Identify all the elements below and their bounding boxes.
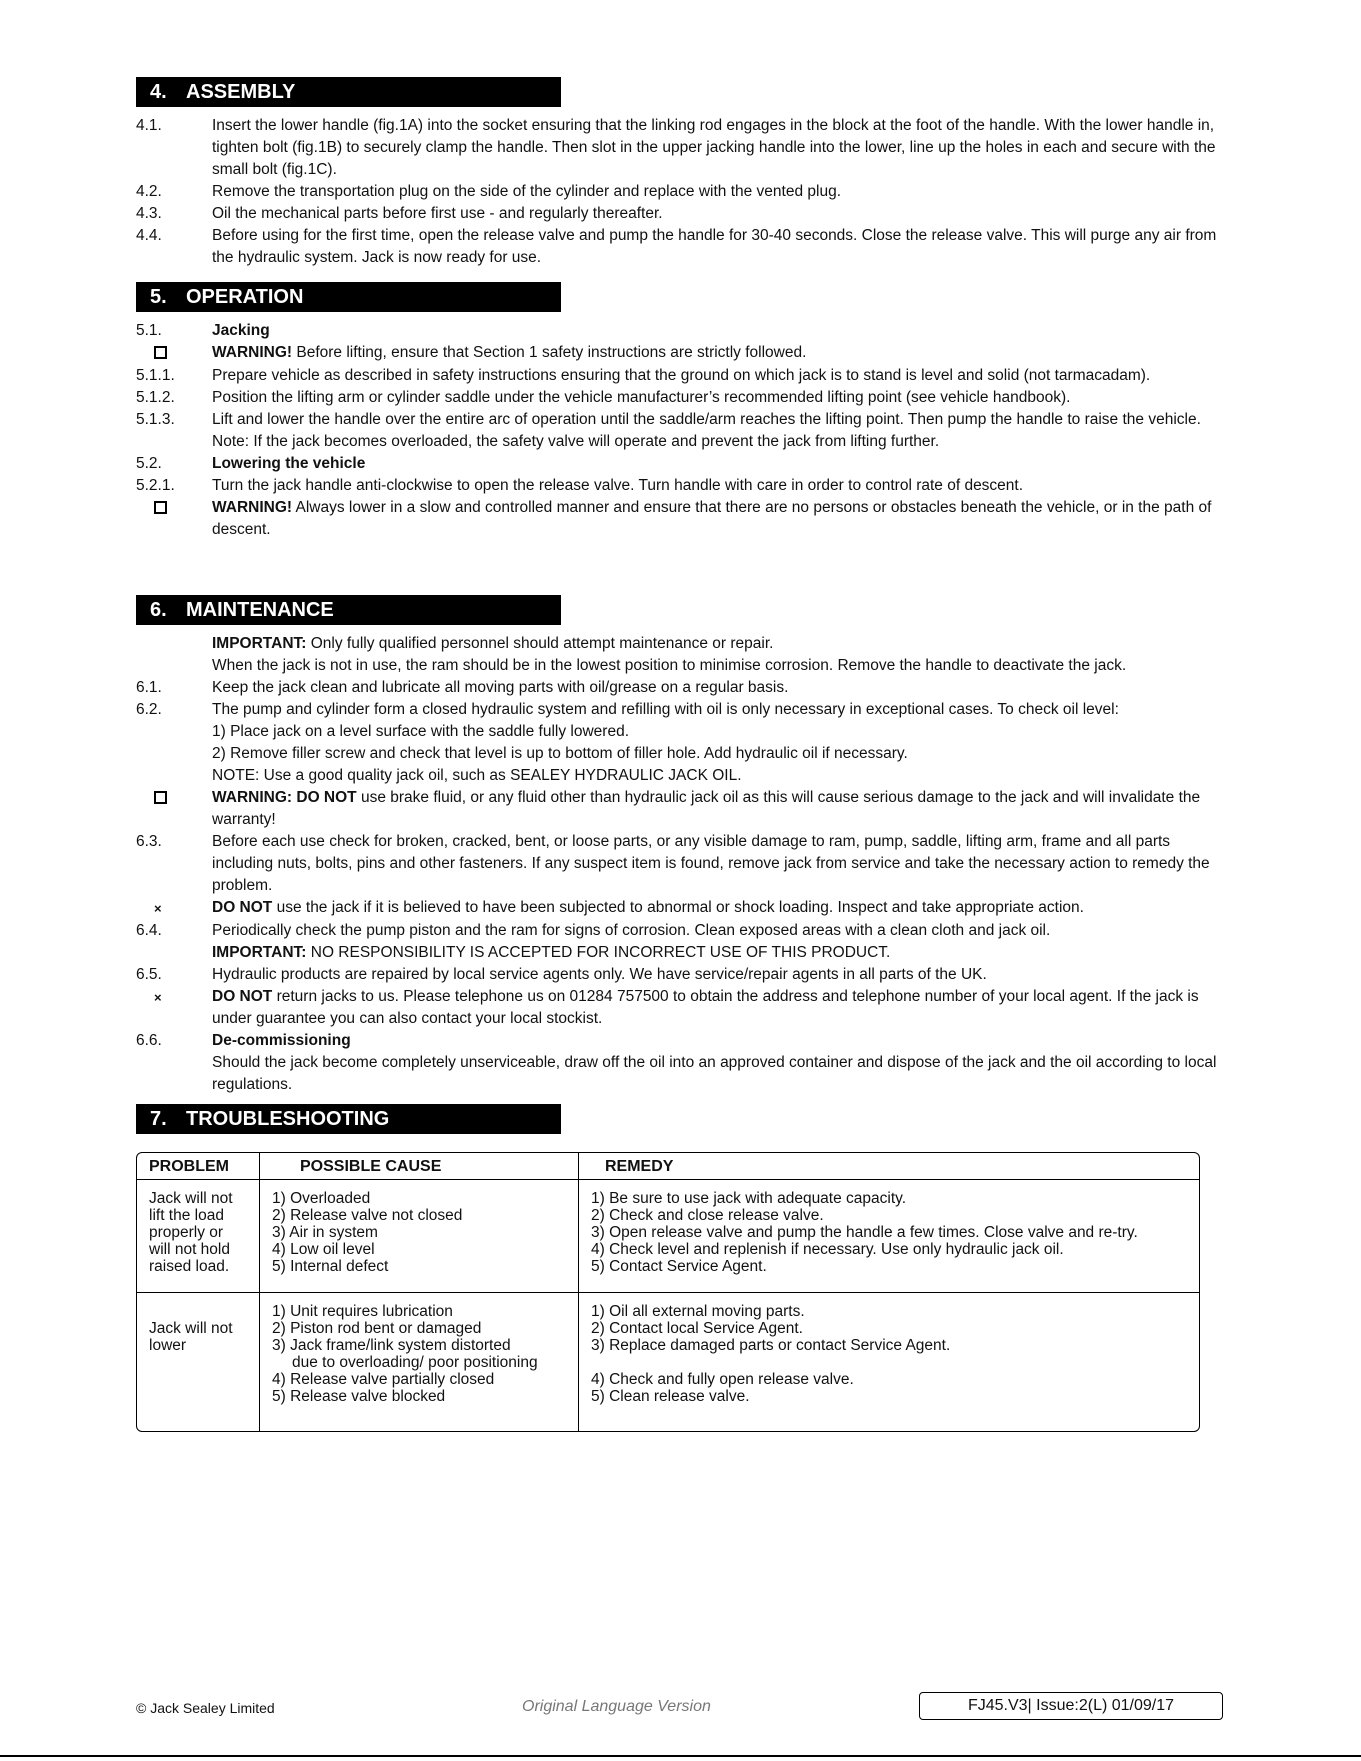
note-text: Note: If the jack becomes overloaded, the safety valve will operate and prevent the jack from lifting further.	[212, 433, 940, 450]
cell-line: lift the load	[149, 1207, 224, 1224]
subheading: De-commissioning	[212, 1032, 351, 1049]
warning-item	[136, 497, 1226, 541]
cell-line: 2) Contact local Service Agent.	[591, 1320, 803, 1337]
warning-label: WARNING!	[212, 499, 293, 516]
language-version-text: Original Language Version	[522, 1698, 711, 1715]
cell-line: 5) Release valve blocked	[272, 1388, 446, 1405]
warning-item	[136, 787, 1226, 831]
list-item	[136, 920, 1226, 942]
page-footer	[136, 1692, 1226, 1722]
item-text: Oil the mechanical parts before first use - and regularly thereafter.	[212, 205, 663, 222]
cell-line: 3) Jack frame/link system distorted	[272, 1337, 511, 1354]
item-text: Periodically check the pump piston and the ram for signs of corrosion. Clean exposed areas with a clean cloth and jack oil.	[212, 922, 1051, 939]
warning-text: Before lifting, ensure that Section 1 safety instructions are strictly followed.	[292, 344, 807, 361]
subheading: Lowering the vehicle	[212, 455, 366, 472]
section-number: 6.	[150, 599, 167, 621]
list-item	[136, 225, 1226, 269]
list-item	[136, 475, 1226, 497]
cell-line: 1) Overloaded	[272, 1190, 371, 1207]
section-maintenance	[136, 595, 1226, 1096]
remedy-cell	[578, 1180, 1199, 1293]
important-label: IMPORTANT:	[212, 635, 307, 652]
cell-line: Jack will not	[149, 1190, 233, 1207]
item-text: Before each use check for broken, cracked, bent, or loose parts, or any visible damage to ram, pump, saddle, lifting arm, frame and all parts including nuts, bolts, pins and other fasteners. If any suspect item is found, remove jack from service and take the necessary action to remedy the problem.	[212, 833, 1210, 894]
step-item	[136, 743, 1226, 765]
note-text: Should the jack become completely unserviceable, draw off the oil into an approved container and dispose of the jack and the oil according to local regulations.	[212, 1054, 1217, 1093]
table-header-row	[137, 1153, 1199, 1180]
column-header-remedy: REMEDY	[578, 1153, 1199, 1180]
column-header-problem: PROBLEM	[137, 1153, 259, 1180]
cell-line: 4) Check and fully open release valve.	[591, 1371, 854, 1388]
problem-cell	[137, 1180, 259, 1293]
checkbox-bullet-icon	[154, 791, 167, 804]
item-number: 4.4.	[136, 227, 162, 244]
cell-line: Jack will not	[149, 1320, 233, 1337]
list-item	[136, 365, 1226, 387]
note-text: NOTE: Use a good quality jack oil, such as SEALEY HYDRAULIC JACK OIL.	[212, 767, 742, 784]
troubleshooting-table	[136, 1152, 1200, 1432]
checkbox-bullet-icon	[154, 346, 167, 359]
cross-bullet-icon: ×	[154, 901, 162, 916]
list-item	[136, 831, 1226, 897]
item-number: 5.1.	[136, 322, 162, 339]
warning-item	[136, 342, 1226, 365]
item-number: 4.3.	[136, 205, 162, 222]
note-item	[136, 431, 1226, 453]
section-number: 5.	[150, 286, 167, 308]
cell-line: 5) Contact Service Agent.	[591, 1258, 767, 1275]
item-text: Position the lifting arm or cylinder saddle under the vehicle manufacturer’s recommended lifting point (see vehicle handbook).	[212, 389, 1071, 406]
cell-line: 2) Release valve not closed	[272, 1207, 463, 1224]
item-number: 6.3.	[136, 833, 162, 850]
item-number: 5.1.3.	[136, 411, 175, 428]
cell-line: 1) Oil all external moving parts.	[591, 1303, 805, 1320]
section-header	[136, 595, 561, 625]
cell-line: will not hold	[149, 1241, 230, 1258]
cell-line: 5) Clean release valve.	[591, 1388, 750, 1405]
section-operation	[136, 282, 1226, 541]
cell-line: 5) Internal defect	[272, 1258, 389, 1275]
donot-text: return jacks to us. Please telephone us on 01284 757500 to obtain the address and telephone number of your local agent. If the jack is under guarantee you can also contact your local stockist.	[212, 988, 1199, 1027]
section-title: MAINTENANCE	[186, 599, 334, 621]
item-number: 5.1.2.	[136, 389, 175, 406]
subheading: Jacking	[212, 322, 270, 339]
checkbox-bullet-icon	[154, 501, 167, 514]
item-text: The pump and cylinder form a closed hydraulic system and refilling with oil is only necessary in exceptional cases. To check oil level:	[212, 701, 1119, 718]
list-item	[136, 964, 1226, 986]
item-number: 6.2.	[136, 701, 162, 718]
important-label: IMPORTANT:	[212, 944, 307, 961]
donot-text: use the jack if it is believed to have been subjected to abnormal or shock loading. Inspect and take appropriate action.	[272, 899, 1084, 916]
item-text: Prepare vehicle as described in safety instructions ensuring that the ground on which jack is to stand is level and solid (not tarmacadam).	[212, 367, 1151, 384]
list-item	[136, 453, 1226, 475]
cell-line: 4) Check level and replenish if necessary. Use only hydraulic jack oil.	[591, 1241, 1064, 1258]
list-item	[136, 115, 1226, 181]
section-assembly	[136, 77, 1226, 269]
section-troubleshooting	[136, 1104, 1226, 1142]
list-item	[136, 387, 1226, 409]
item-number: 6.4.	[136, 922, 162, 939]
cell-line: 2) Piston rod bent or damaged	[272, 1320, 482, 1337]
item-text: Before using for the first time, open the release valve and pump the handle for 30-40 seconds. Close the release valve. This will purge any air from the hydraulic system. Jack is now ready for use.	[212, 227, 1217, 266]
note-item	[136, 655, 1226, 677]
step-item	[136, 721, 1226, 743]
list-item	[136, 1030, 1226, 1052]
cell-line	[591, 1354, 1187, 1371]
warning-text: Always lower in a slow and controlled manner and ensure that there are no persons or obstacles beneath the vehicle, or in the path of descent.	[212, 499, 1212, 538]
item-number: 5.1.1.	[136, 367, 175, 384]
table-row	[137, 1180, 1199, 1293]
item-number: 6.5.	[136, 966, 162, 983]
remedy-cell	[578, 1293, 1199, 1431]
cause-cell	[259, 1293, 578, 1431]
item-text: Remove the transportation plug on the side of the cylinder and replace with the vented plug.	[212, 183, 842, 200]
list-item	[136, 699, 1226, 721]
important-item	[136, 633, 1226, 655]
section-header	[136, 1104, 561, 1134]
cell-line: 3) Open release valve and pump the handle a few times. Close valve and re-try.	[591, 1224, 1138, 1241]
important-item	[136, 942, 1226, 964]
cell-line: 3) Replace damaged parts or contact Service Agent.	[591, 1337, 951, 1354]
step-text: 2) Remove filler screw and check that level is up to bottom of filler hole. Add hydraulic oil if necessary.	[212, 745, 908, 762]
section-header	[136, 282, 561, 312]
donot-label: DO NOT	[212, 899, 273, 916]
problem-cell	[137, 1293, 259, 1431]
bottom-rule	[0, 1755, 1361, 1757]
step-text: 1) Place jack on a level surface with the saddle fully lowered.	[212, 723, 629, 740]
item-number: 5.2.1.	[136, 477, 175, 494]
list-item	[136, 320, 1226, 342]
cell-line: 4) Release valve partially closed	[272, 1371, 495, 1388]
document-issue-box: FJ45.V3| Issue:2(L) 01/09/17	[919, 1692, 1223, 1720]
item-text: Lift and lower the handle over the entire arc of operation until the saddle/arm reaches the lifting point. Then pump the handle to raise the vehicle.	[212, 411, 1201, 428]
cell-line: 1) Be sure to use jack with adequate capacity.	[591, 1190, 907, 1207]
item-number: 4.2.	[136, 183, 162, 200]
cell-line: 3) Air in system	[272, 1224, 378, 1241]
section-number: 4.	[150, 81, 167, 103]
warning-label: WARNING!	[212, 344, 293, 361]
cell-line: properly or	[149, 1224, 224, 1241]
cell-line: lower	[149, 1337, 187, 1354]
item-text: Insert the lower handle (fig.1A) into the socket ensuring that the linking rod engages in the block at the foot of the handle. With the lower handle in, tighten bolt (fig.1B) to securely clamp the handle. Then slot in the upper jacking handle into the lower, line up the holes in each and secure with the small bolt (fig.1C).	[212, 117, 1216, 178]
list-item	[136, 677, 1226, 699]
donot-label: DO NOT	[212, 988, 273, 1005]
note-item	[136, 1052, 1226, 1096]
item-text: Turn the jack handle anti-clockwise to open the release valve. Turn handle with care in order to control rate of descent.	[212, 477, 1024, 494]
cell-line: 4) Low oil level	[272, 1241, 375, 1258]
item-number: 5.2.	[136, 455, 162, 472]
item-number: 6.1.	[136, 679, 162, 696]
cell-line: 1) Unit requires lubrication	[272, 1303, 453, 1320]
section-number: 7.	[150, 1108, 167, 1130]
section-title: TROUBLESHOOTING	[186, 1108, 390, 1130]
list-item	[136, 203, 1226, 225]
column-header-cause: POSSIBLE CAUSE	[259, 1153, 578, 1180]
important-text: NO RESPONSIBILITY IS ACCEPTED FOR INCORRECT USE OF THIS PRODUCT.	[306, 944, 891, 961]
donot-item	[136, 897, 1226, 920]
warning-label: WARNING: DO NOT	[212, 789, 357, 806]
section-title: ASSEMBLY	[186, 81, 296, 103]
copyright-text: © Jack Sealey Limited	[136, 1700, 275, 1716]
section-title: OPERATION	[186, 286, 304, 308]
list-item	[136, 409, 1226, 431]
item-number: 4.1.	[136, 117, 162, 134]
note-item	[136, 765, 1226, 787]
cell-line: raised load.	[149, 1258, 230, 1275]
item-text: Keep the jack clean and lubricate all moving parts with oil/grease on a regular basis.	[212, 679, 789, 696]
section-header	[136, 77, 561, 107]
item-number: 6.6.	[136, 1032, 162, 1049]
list-item	[136, 181, 1226, 203]
warning-text: use brake fluid, or any fluid other than hydraulic jack oil as this will cause serious damage to the jack and will invalidate the warranty!	[212, 789, 1201, 828]
cause-cell	[259, 1180, 578, 1293]
table-row	[137, 1293, 1199, 1431]
cell-line: 2) Check and close release valve.	[591, 1207, 824, 1224]
cell-line: due to overloading/ poor positioning	[292, 1354, 538, 1371]
item-text: Hydraulic products are repaired by local service agents only. We have service/repair agents in all parts of the UK.	[212, 966, 987, 983]
cross-bullet-icon: ×	[154, 990, 162, 1005]
note-text: When the jack is not in use, the ram should be in the lowest position to minimise corrosion. Remove the handle to deactivate the jack.	[212, 657, 1127, 674]
important-text: Only fully qualified personnel should attempt maintenance or repair.	[306, 635, 774, 652]
donot-item	[136, 986, 1226, 1030]
